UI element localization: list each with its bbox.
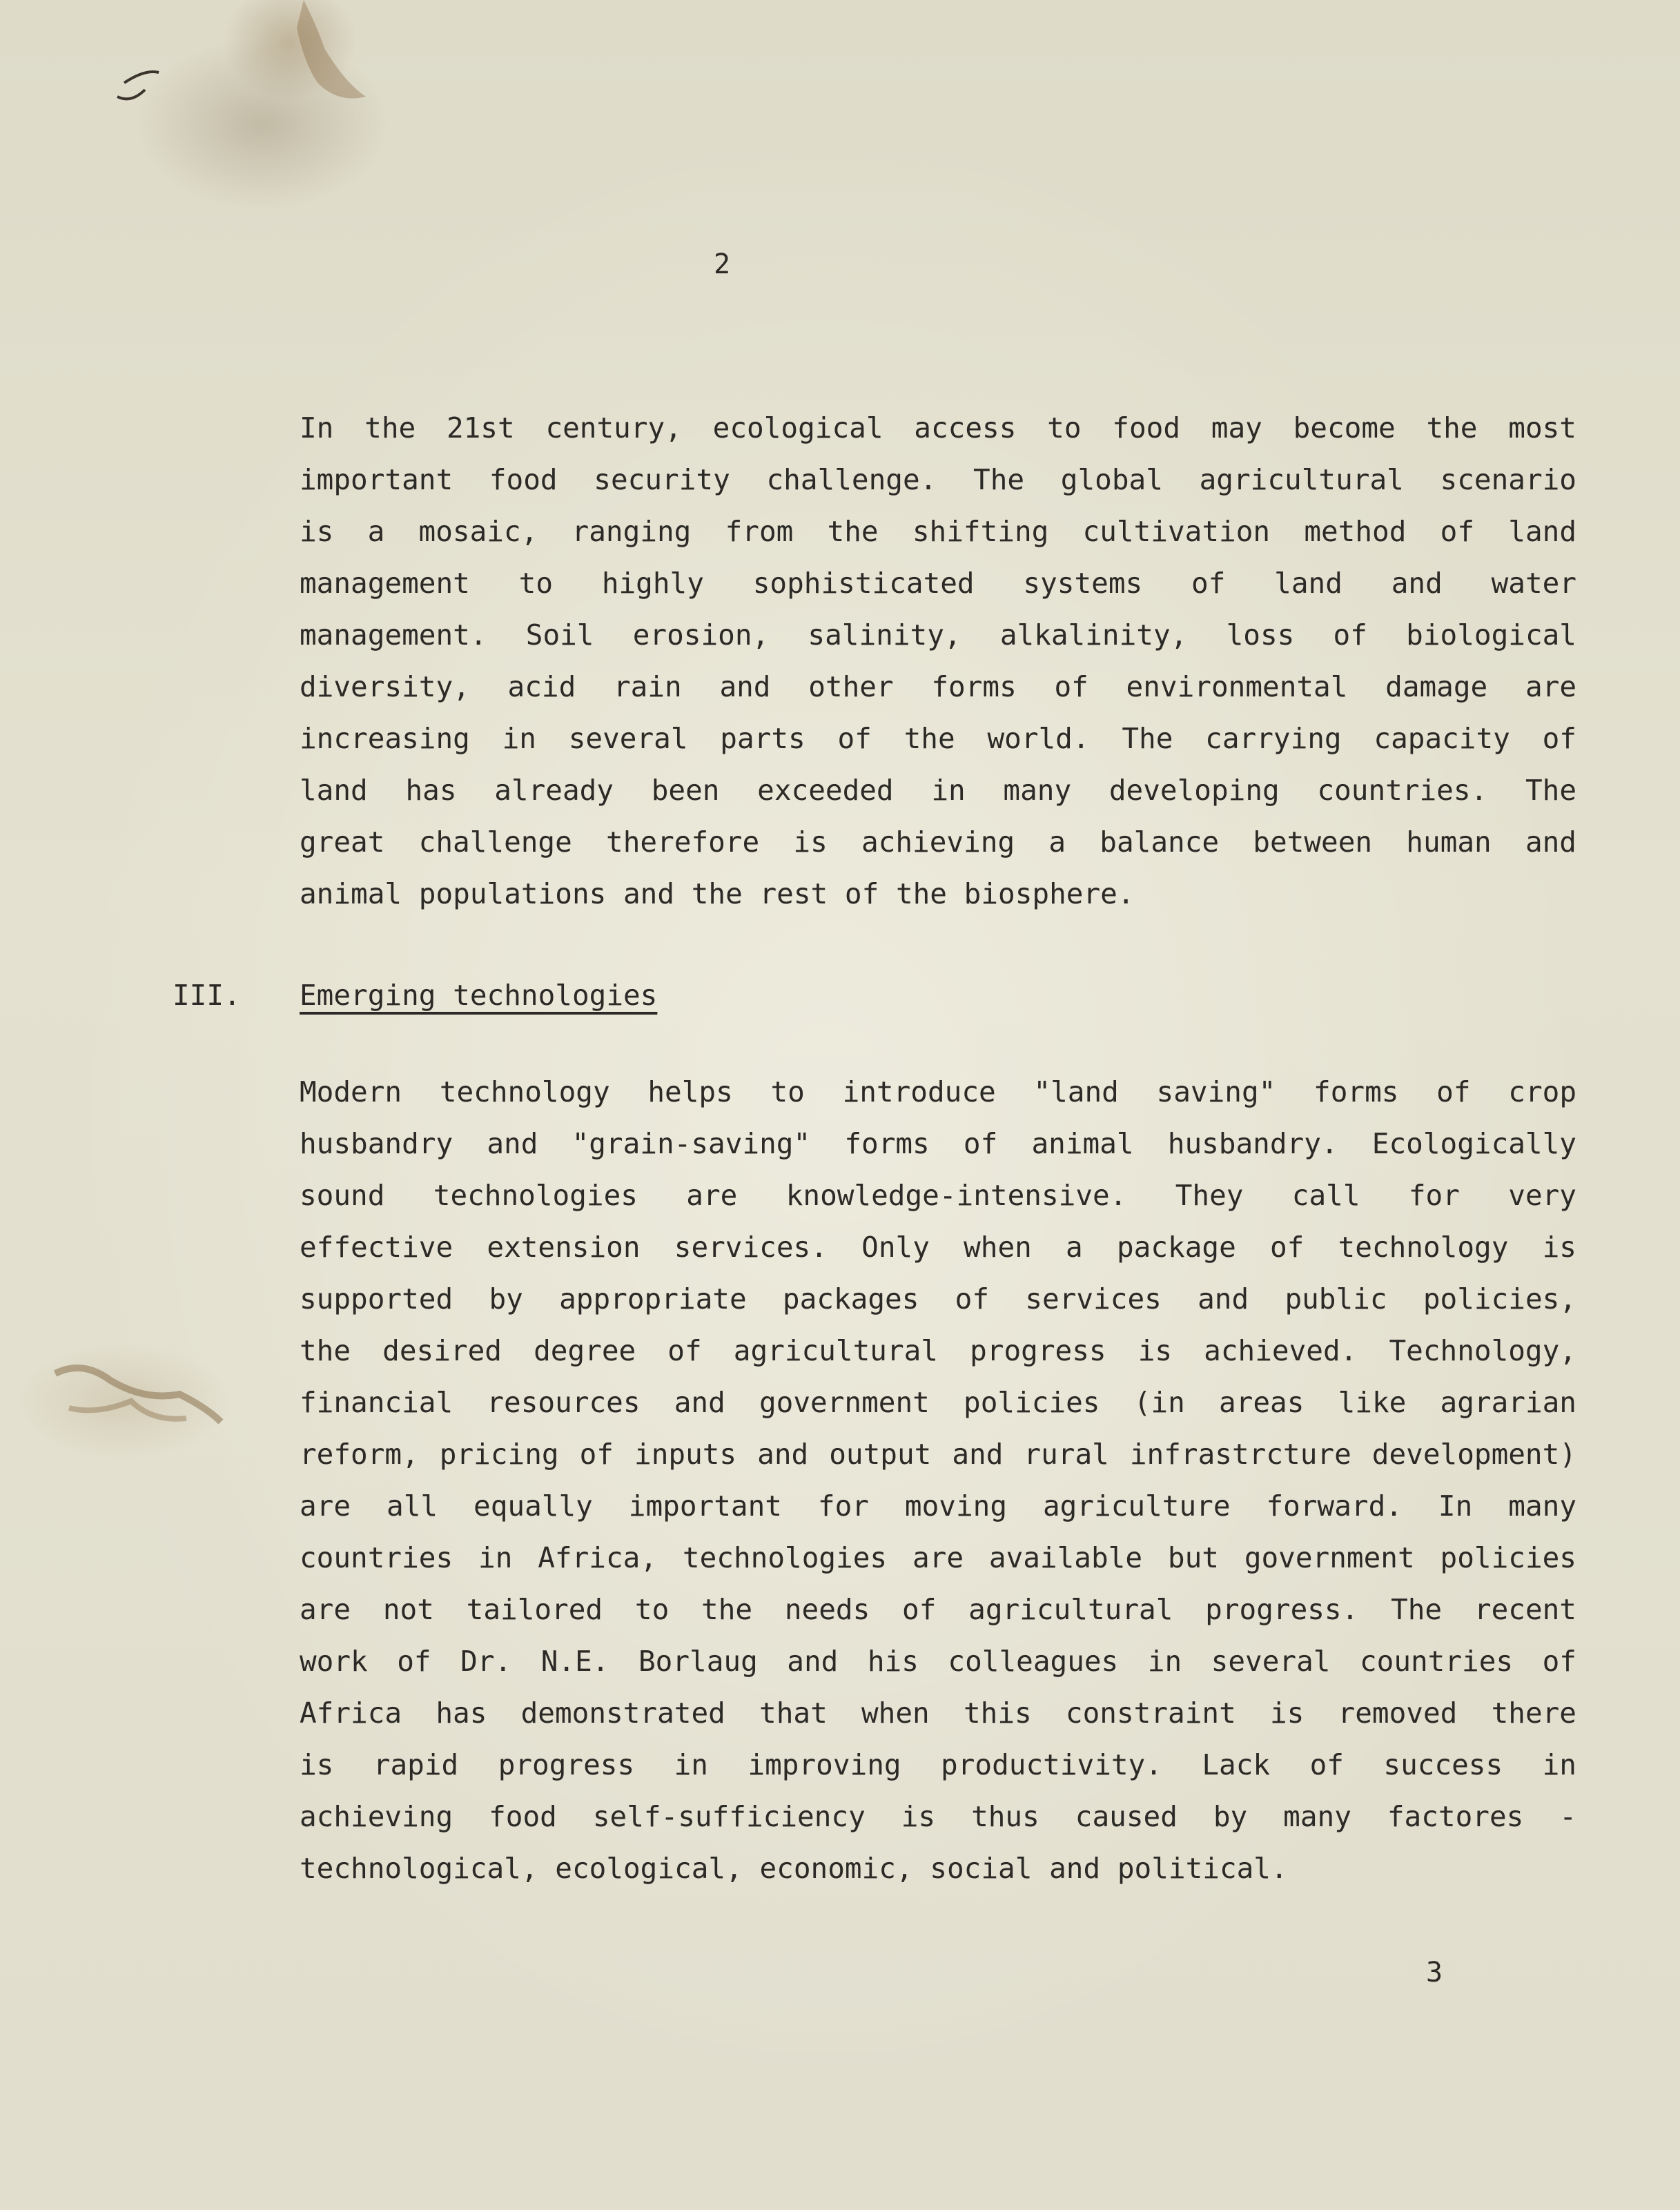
paragraph-line: husbandry and "grain-saving" forms of animal husbandry. Ecologically (300, 1127, 1576, 1160)
paragraph-line: management to highly sophisticated systems of land and water (300, 567, 1576, 600)
paragraph-line: are not tailored to the needs of agricultural progress. The recent (300, 1593, 1576, 1626)
paragraph-ecological-access (300, 402, 1576, 920)
paragraph-line: are all equally important for moving agriculture forward. In many (300, 1489, 1576, 1523)
paragraph-line: In the 21st century, ecological access to food may become the most (300, 411, 1576, 444)
paragraph-line: supported by appropriate packages of services and public policies, (300, 1282, 1576, 1316)
section-number: III. (173, 979, 241, 1012)
paper-stain-top (41, 0, 373, 193)
paragraph-line: effective extension services. Only when a package of technology is (300, 1231, 1576, 1264)
paragraph-line: management. Soil erosion, salinity, alkalinity, loss of biological (300, 618, 1576, 652)
paragraph-line: Africa has demonstrated that when this constraint is removed there (300, 1696, 1576, 1730)
paragraph-line: countries in Africa, technologies are available but government policies (300, 1541, 1576, 1574)
paragraph-line: animal populations and the rest of the biosphere. (300, 877, 1135, 910)
paragraph-line: great challenge therefore is achieving a balance between human and (300, 825, 1576, 859)
paragraph-line: land has already been exceeded in many developing countries. The (300, 774, 1576, 807)
paragraph-line: diversity, acid rain and other forms of environmental damage are (300, 670, 1576, 703)
paragraph-line: is rapid progress in improving productivity. Lack of success in (300, 1748, 1576, 1781)
paragraph-line: increasing in several parts of the world. The carrying capacity of (300, 722, 1576, 755)
paragraph-line: work of Dr. N.E. Borlaug and his colleagues in several countries of (300, 1645, 1576, 1678)
paragraph-line: important food security challenge. The global agricultural scenario (300, 463, 1576, 496)
paragraph-line: Modern technology helps to introduce "land saving" forms of crop (300, 1075, 1576, 1108)
next-page-number: 3 (1426, 1957, 1443, 1988)
paragraph-line: achieving food self-sufficiency is thus caused by many factores - (300, 1800, 1576, 1833)
paragraph-emerging-technologies (300, 1066, 1576, 1895)
paragraph-line: financial resources and government policies (in areas like agrarian (300, 1386, 1576, 1419)
section-title: Emerging technologies (300, 979, 658, 1012)
paragraph-line: reform, pricing of inputs and output and rural infrastrcture development) (300, 1438, 1576, 1471)
paragraph-line: the desired degree of agricultural progress is achieved. Technology, (300, 1334, 1576, 1367)
paragraph-line: is a mosaic, ranging from the shifting cultivation method of land (300, 515, 1576, 548)
paragraph-line: technological, ecological, economic, social and political. (300, 1852, 1288, 1885)
paragraph-line: sound technologies are knowledge-intensive. They call for very (300, 1179, 1576, 1212)
paper-stain-left (41, 1353, 248, 1463)
page-number-top: 2 (714, 248, 731, 280)
